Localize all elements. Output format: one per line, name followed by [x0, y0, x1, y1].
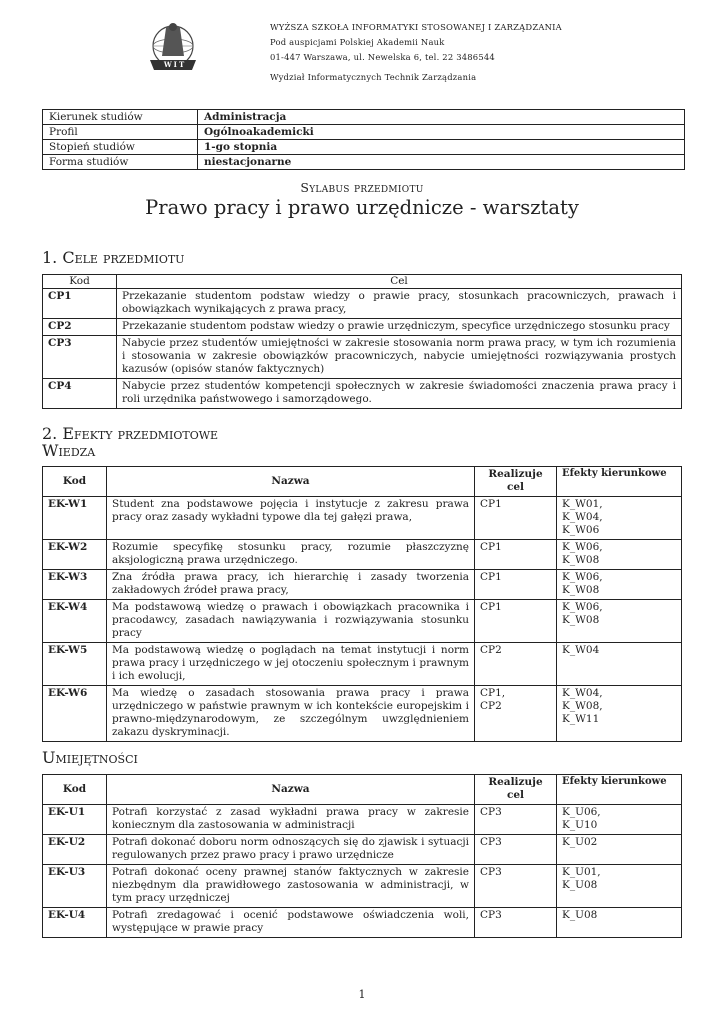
info-value: niestacjonarne: [198, 155, 685, 170]
goal-text: Nabycie przez studentów kompetencji społecznych w zakresie świadomości znaczenia prawa pracy i roli urzędnika państwowego i samorządowego.: [117, 379, 682, 409]
section-2-heading: 2. Efekty przedmiotowe: [42, 424, 219, 443]
table-row: [43, 686, 682, 742]
column-header: Efekty kierunkowe: [557, 467, 682, 497]
effect-goal: CP1: [475, 540, 557, 570]
effect-goal: CP3: [475, 865, 557, 908]
table-row: [43, 600, 682, 643]
table-row: [43, 540, 682, 570]
university-logo: [140, 14, 210, 78]
table-row: [43, 125, 685, 140]
info-label: Profil: [43, 125, 198, 140]
effect-goal: CP3: [475, 835, 557, 865]
column-header: Realizuje cel: [475, 467, 557, 497]
skills-table: [42, 774, 682, 938]
effect-name: Student zna podstawowe pojęcia i instytucje z zakresu prawa pracy oraz zasady wykładni typowe dla tej gałęzi prawa,: [107, 497, 475, 540]
skills-heading: Umiejętności: [42, 748, 138, 767]
effect-code: EK-W4: [43, 600, 107, 643]
effect-name: Ma podstawową wiedzę o prawach i obowiązkach pracownika i pracodawcy, zasadach nawiązywania i rozwiązywania stosunku pracy: [107, 600, 475, 643]
column-header: Nazwa: [107, 467, 475, 497]
table-row: [43, 289, 682, 319]
goal-text: Nabycie przez studentów umiejętności w zakresie stosowania norm prawa pracy, w tym ich rozumienia i stosowania w zakresie obowiązków pracowniczych, nabycie umiejętności rozwiązywania prostych kazusów (opisów stanów faktycznych): [117, 336, 682, 379]
university-name: WYŻSZA SZKOŁA INFORMATYKI STOSOWANEJ I ZARZĄDZANIA: [270, 22, 562, 32]
patronage-line: Pod auspicjami Polskiej Akademii Nauk: [270, 37, 445, 47]
effect-name: Potrafi zredagować i ocenić podstawowe oświadczenia woli, występujące w prawie pracy: [107, 908, 475, 938]
knowledge-table: [42, 466, 682, 742]
goal-code: CP1: [43, 289, 117, 319]
effect-goal: CP2: [475, 643, 557, 686]
table-header-row: [43, 275, 682, 289]
goal-code: CP2: [43, 319, 117, 336]
effect-links: K_U01, K_U08: [557, 865, 682, 908]
table-row: [43, 140, 685, 155]
effect-links: K_U06, K_U10: [557, 805, 682, 835]
goal-text: Przekazanie studentom podstaw wiedzy o prawie urzędniczym, specyfice urzędniczego stosunku pracy: [117, 319, 682, 336]
table-header-row: [43, 775, 682, 805]
column-header: Realizuje cel: [475, 775, 557, 805]
column-header: Kod: [43, 467, 107, 497]
address-line: 01-447 Warszawa, ul. Newelska 6, tel. 22 3486544: [270, 52, 495, 62]
column-header: Efekty kierunkowe: [557, 775, 682, 805]
info-value: Administracja: [198, 110, 685, 125]
table-row: [43, 835, 682, 865]
effect-goal: CP3: [475, 908, 557, 938]
table-row: [43, 110, 685, 125]
goal-code: CP3: [43, 336, 117, 379]
effect-goal: CP1: [475, 497, 557, 540]
effect-name: Potrafi korzystać z zasad wykładni prawa pracy w zakresie koniecznym dla zastosowania w administracji: [107, 805, 475, 835]
info-label: Kierunek studiów: [43, 110, 198, 125]
table-header-row: [43, 467, 682, 497]
table-row: [43, 908, 682, 938]
effect-name: Ma podstawową wiedzę o poglądach na temat instytucji i norm prawa pracy i urzędniczego w jej otoczeniu społecznym i prawnym i ich ewolucji,: [107, 643, 475, 686]
effect-code: EK-U4: [43, 908, 107, 938]
effect-code: EK-U3: [43, 865, 107, 908]
effect-code: EK-W6: [43, 686, 107, 742]
syllabus-label: Sylabus przedmiotu: [300, 180, 424, 195]
effect-links: K_W01, K_W04, K_W06: [557, 497, 682, 540]
table-row: [43, 865, 682, 908]
effect-links: K_U08: [557, 908, 682, 938]
effect-code: EK-W3: [43, 570, 107, 600]
column-header: Cel: [117, 275, 682, 289]
knowledge-heading: Wiedza: [42, 441, 96, 460]
effect-links: K_W06, K_W08: [557, 540, 682, 570]
effect-links: K_W04, K_W08, K_W11: [557, 686, 682, 742]
column-header: Kod: [43, 275, 117, 289]
effect-links: K_U02: [557, 835, 682, 865]
logo-text: WIT: [163, 60, 187, 69]
page-number: 1: [358, 988, 366, 1001]
goals-table: [42, 274, 682, 409]
effect-goal: CP1, CP2: [475, 686, 557, 742]
goal-text: Przekazanie studentom podstaw wiedzy o prawie pracy, stosunkach pracowniczych, prawach i obowiązkach wynikających z prawa pracy,: [117, 289, 682, 319]
effect-code: EK-U1: [43, 805, 107, 835]
info-value: 1-go stopnia: [198, 140, 685, 155]
effect-code: EK-W1: [43, 497, 107, 540]
table-row: [43, 319, 682, 336]
study-info-table: [42, 109, 685, 170]
table-row: [43, 379, 682, 409]
effect-code: EK-W2: [43, 540, 107, 570]
info-value: Ogólnoakademicki: [198, 125, 685, 140]
effect-name: Potrafi dokonać oceny prawnej stanów faktycznych w zakresie niezbędnym dla prawidłowego zastosowania w administracji, w tym pracy urzędniczej: [107, 865, 475, 908]
faculty-line: Wydział Informatycznych Technik Zarządzania: [270, 72, 477, 82]
table-row: [43, 336, 682, 379]
table-row: [43, 497, 682, 540]
table-row: [43, 155, 685, 170]
effect-goal: CP1: [475, 600, 557, 643]
section-1-heading: 1. Cele przedmiotu: [42, 248, 185, 267]
goal-code: CP4: [43, 379, 117, 409]
info-label: Forma studiów: [43, 155, 198, 170]
page-title: Prawo pracy i prawo urzędnicze - warsztaty: [145, 196, 579, 219]
table-row: [43, 570, 682, 600]
effect-code: EK-U2: [43, 835, 107, 865]
table-row: [43, 643, 682, 686]
effect-links: K_W06, K_W08: [557, 600, 682, 643]
column-header: Nazwa: [107, 775, 475, 805]
effect-name: Rozumie specyfikę stosunku pracy, rozumie płaszczyznę aksjologiczną prawa urzędniczego.: [107, 540, 475, 570]
effect-links: K_W04: [557, 643, 682, 686]
effect-code: EK-W5: [43, 643, 107, 686]
effect-name: Potrafi dokonać doboru norm odnoszących się do zjawisk i sytuacji regulowanych przez prawo pracy i prawo urzędnicze: [107, 835, 475, 865]
effect-links: K_W06, K_W08: [557, 570, 682, 600]
effect-goal: CP1: [475, 570, 557, 600]
table-row: [43, 805, 682, 835]
effect-goal: CP3: [475, 805, 557, 835]
effect-name: Zna źródła prawa pracy, ich hierarchię i zasady tworzenia zakładowych źródeł prawa pracy,: [107, 570, 475, 600]
info-label: Stopień studiów: [43, 140, 198, 155]
column-header: Kod: [43, 775, 107, 805]
effect-name: Ma wiedzę o zasadach stosowania prawa pracy i prawa urzędniczego w państwie prawnym w ich kontekście europejskim i prawno-międzynarodowym, ze szczególnym uwzględnieniem zakazu dyskryminacji.: [107, 686, 475, 742]
